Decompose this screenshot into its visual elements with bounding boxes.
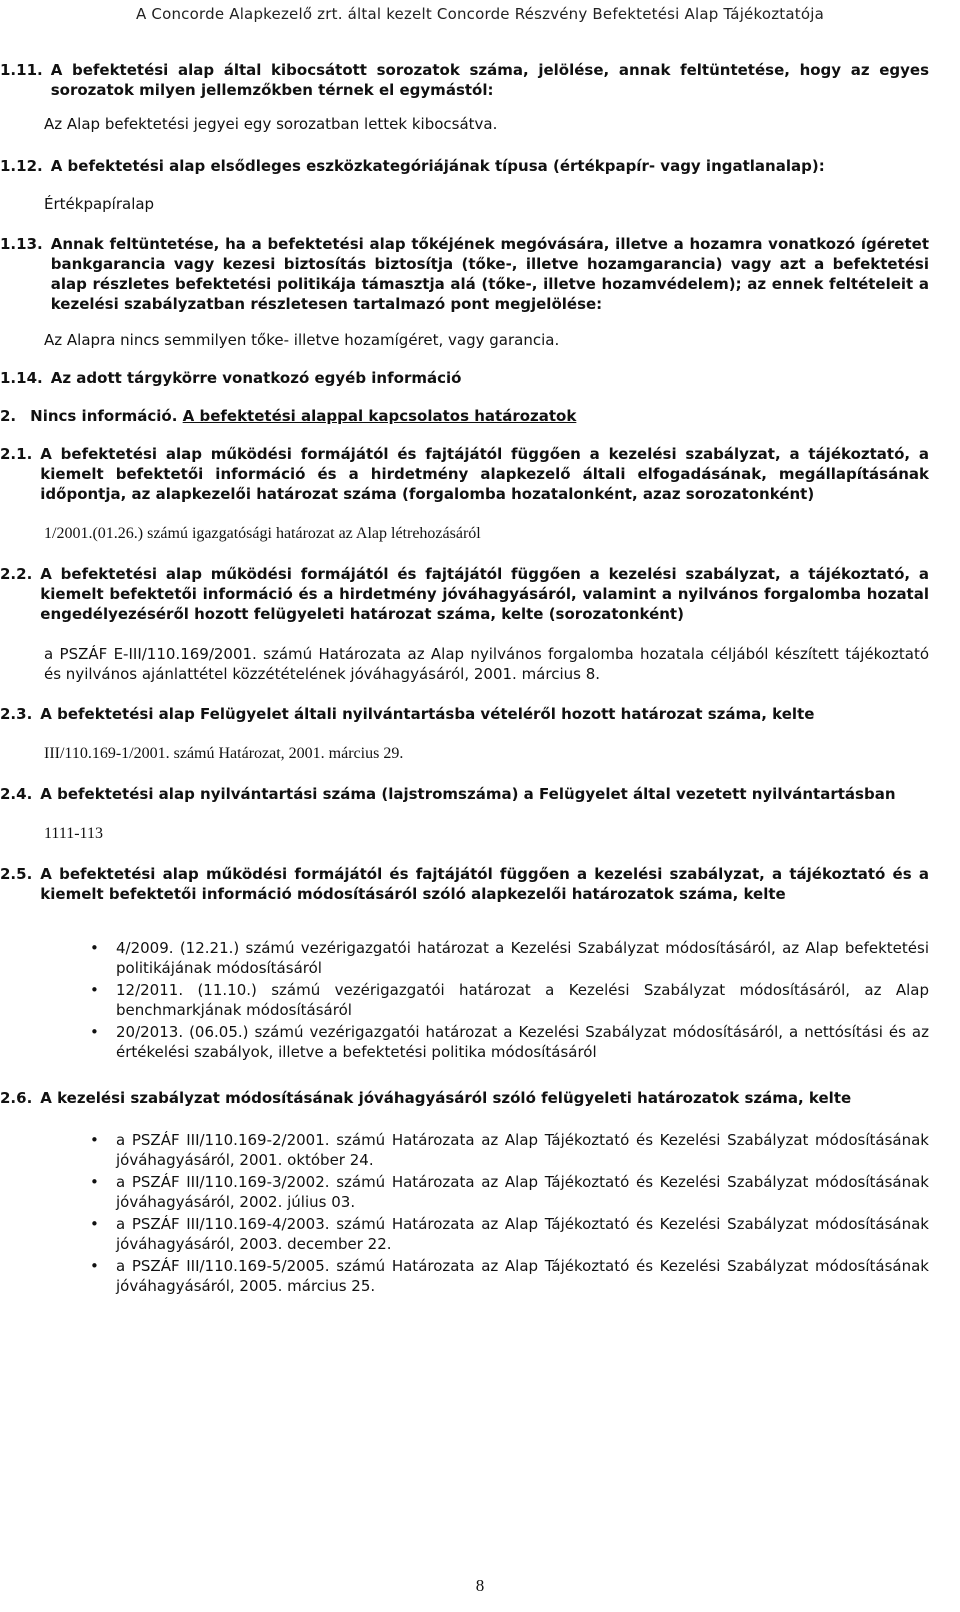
bullet-icon: • xyxy=(90,1131,99,1149)
section-2-4-heading xyxy=(0,784,929,804)
bullet-icon: • xyxy=(90,981,99,999)
section-title: A befektetési alap elsődleges eszközkategóriájának típusa (értékpapír- vagy ingatlanalap): xyxy=(50,157,825,175)
section-2-4-body: 1111-113 xyxy=(44,825,103,842)
section-2-2-body: a PSZÁF E-III/110.169/2001. számú Határozata az Alap nyilvános forgalomba hozatala céljából készített tájékoztató és nyilvános ajánlattétel közzétételének jóváhagyásáról, 2001. március 8. xyxy=(44,645,929,683)
list-item: • a PSZÁF III/110.169-4/2003. számú Határozata az Alap Tájékoztató és Kezelési Szabályzat módosításának jóváhagyásáról, 2003. december 22. xyxy=(90,1215,929,1253)
section-title: Az adott tárgykörre vonatkozó egyéb információ xyxy=(50,369,462,387)
section-number: 2.1. xyxy=(0,445,33,463)
no-information-text: Nincs információ. xyxy=(30,407,178,425)
list-item: • a PSZÁF III/110.169-3/2002. számú Határozata az Alap Tájékoztató és Kezelési Szabályzat módosításának jóváhagyásáról, 2002. július 03. xyxy=(90,1173,929,1211)
section-1-13-heading xyxy=(0,234,929,314)
bullet-icon: • xyxy=(90,1173,99,1191)
list-item: • a PSZÁF III/110.169-5/2005. számú Határozata az Alap Tájékoztató és Kezelési Szabályzat módosításának jóváhagyásáról, 2005. március 25. xyxy=(90,1257,929,1295)
section-number: 2.2. xyxy=(0,565,33,583)
section-title: A befektetési alappal kapcsolatos határozatok xyxy=(182,407,577,425)
section-number: 2.3. xyxy=(0,705,33,723)
running-header: A Concorde Alapkezelő zrt. által kezelt Concorde Részvény Befektetési Alap Tájékoztatója xyxy=(136,5,824,23)
section-2-5-heading xyxy=(0,864,929,904)
section-2-1-heading xyxy=(0,444,929,504)
list-item: • a PSZÁF III/110.169-2/2001. számú Határozata az Alap Tájékoztató és Kezelési Szabályzat módosításának jóváhagyásáról, 2001. október 24. xyxy=(90,1131,929,1169)
section-title: A befektetési alap működési formájától és fajtájától függően a kezelési szabályzat, a tájékoztató, a kiemelt befektetői információ és a hirdetmény jóváhagyásáról, valamint a nyilvános forgalomba hozatal engedélyezéséről hozott felügyeleti határozat száma, kelte (sorozatonként) xyxy=(40,565,929,623)
bullet-icon: • xyxy=(90,1257,99,1275)
section-2-3-body: III/110.169-1/2001. számú Határozat, 2001. március 29. xyxy=(44,745,404,762)
list-item: • 20/2013. (06.05.) számú vezérigazgatói határozat a Kezelési Szabályzat módosításáról, a nettósítási és az értékelési szabályok, illetve a befektetési politika módosításáról xyxy=(90,1023,929,1061)
bullet-icon: • xyxy=(90,939,99,957)
section-title: A befektetési alap nyilvántartási száma (lajstromszáma) a Felügyelet által vezetett nyilvántartásban xyxy=(40,785,896,803)
section-number: 2.6. xyxy=(0,1089,33,1107)
section-1-12-heading xyxy=(0,156,929,176)
section-number: 2.5. xyxy=(0,865,33,883)
section-1-13-body: Az Alapra nincs semmilyen tőke- illetve hozamígéret, vagy garancia. xyxy=(44,331,560,349)
section-2-6-list xyxy=(44,1130,929,1296)
bullet-icon: • xyxy=(90,1215,99,1233)
section-number: 2.4. xyxy=(0,785,33,803)
section-2-6-heading xyxy=(0,1088,929,1108)
section-2-heading xyxy=(0,406,929,426)
section-title: A befektetési alap által kibocsátott sorozatok száma, jelölése, annak feltüntetése, hogy az egyes sorozatok milyen jellemzőkben térnek el egymástól: xyxy=(50,61,929,99)
section-1-14-heading xyxy=(0,368,929,388)
section-1-11-heading xyxy=(0,60,929,100)
section-title: A befektetési alap működési formájától és fajtájától függően a kezelési szabályzat, a tájékoztató és a kiemelt befektetői információ módosításáról szóló alapkezelői határozatok száma, kelte xyxy=(40,865,929,903)
section-1-11-body: Az Alap befektetési jegyei egy sorozatban lettek kibocsátva. xyxy=(44,115,498,133)
section-number: 2. xyxy=(0,407,17,425)
section-title: A kezelési szabályzat módosításának jóváhagyásáról szóló felügyeleti határozatok száma, kelte xyxy=(40,1089,852,1107)
section-2-5-list xyxy=(44,938,929,1062)
section-2-3-heading xyxy=(0,704,929,724)
section-title: Annak feltüntetése, ha a befektetési alap tőkéjének megóvására, illetve a hozamra vonatkozó ígéretet bankgarancia vagy kezesi biztosítás biztosítja (tőke-, illetve hozamgarancia) vagy azt a befektetési alap részletes befektetési politikája támasztja alá (tőke-, illetve hozamvédelem); az ennek feltételeit a kezelési szabályzatban részletesen tartalmazó pont megjelölése: xyxy=(50,235,929,313)
section-2-2-heading xyxy=(0,564,929,624)
section-number: 1.11. xyxy=(0,61,43,79)
bullet-icon: • xyxy=(90,1023,99,1041)
section-title: A befektetési alap működési formájától és fajtájától függően a kezelési szabályzat, a tájékoztató, a kiemelt befektetői információ és a hirdetmény alapkezelő általi elfogadásának, megállapításának időpontja, az alapkezelői határozat száma (forgalomba hozatalonként, azaz sorozatonként) xyxy=(40,445,929,503)
page-number: 8 xyxy=(475,1576,485,1595)
section-1-12-body: Értékpapíralap xyxy=(44,195,155,213)
list-item: • 4/2009. (12.21.) számú vezérigazgatói határozat a Kezelési Szabályzat módosításáról, az Alap befektetési politikájának módosításáról xyxy=(90,939,929,977)
document-body xyxy=(0,60,929,1298)
section-2-1-body: 1/2001.(01.26.) számú igazgatósági határozat az Alap létrehozásáról xyxy=(44,525,481,542)
section-number: 1.13. xyxy=(0,235,43,253)
section-number: 1.14. xyxy=(0,369,43,387)
list-item: • 12/2011. (11.10.) számú vezérigazgatói határozat a Kezelési Szabályzat módosításáról, az Alap benchmarkjának módosításáról xyxy=(90,981,929,1019)
section-title: A befektetési alap Felügyelet általi nyilvántartásba vételéről hozott határozat száma, kelte xyxy=(40,705,815,723)
section-number: 1.12. xyxy=(0,157,43,175)
